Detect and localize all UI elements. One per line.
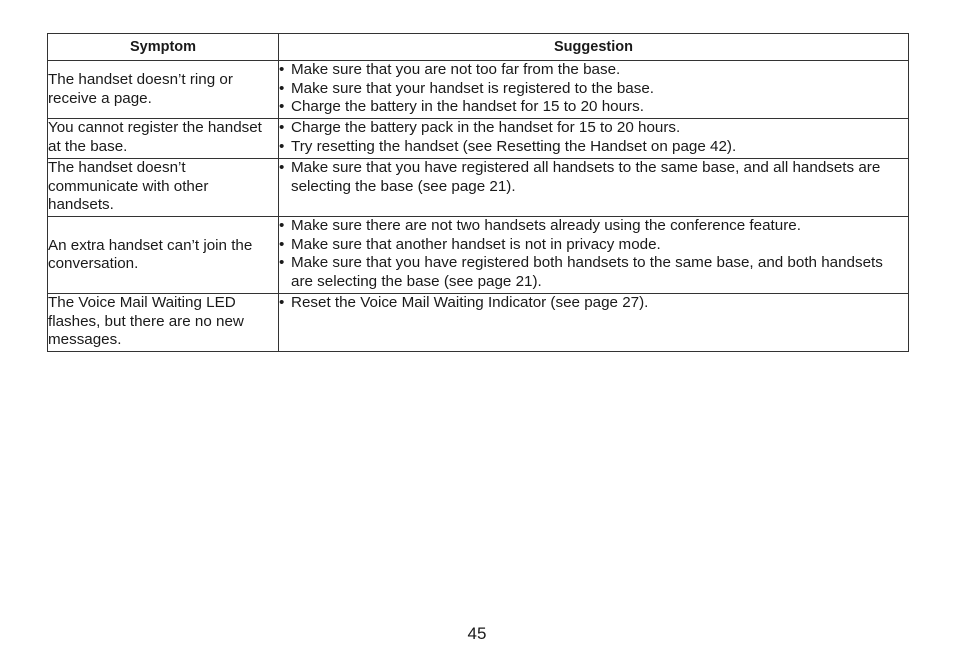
suggestion-item: • Try resetting the handset (see Resetting the Handset on page 42). — [279, 138, 908, 157]
symptom-cell: The handset doesn’t communicate with other handsets. — [48, 159, 279, 217]
table-row — [48, 159, 909, 217]
suggestion-cell — [279, 159, 909, 217]
suggestion-list — [279, 217, 908, 291]
suggestion-list — [279, 294, 908, 313]
page-number: 45 — [467, 624, 487, 643]
suggestion-list — [279, 119, 908, 156]
suggestion-cell — [279, 119, 909, 159]
table-row — [48, 217, 909, 294]
symptom-column-header: Symptom — [48, 34, 279, 61]
symptom-cell: The handset doesn’t ring or receive a page. — [48, 61, 279, 119]
suggestion-item: • Charge the battery in the handset for 15 to 20 hours. — [279, 98, 908, 117]
suggestion-item: • Charge the battery pack in the handset for 15 to 20 hours. — [279, 119, 908, 138]
suggestion-cell — [279, 217, 909, 294]
suggestion-item: • Make sure that you are not too far from the base. — [279, 61, 908, 80]
suggestion-list — [279, 159, 908, 196]
table-header-row — [48, 34, 909, 61]
suggestion-item: • Make sure that your handset is registered to the base. — [279, 80, 908, 99]
suggestion-item: • Make sure that another handset is not in privacy mode. — [279, 236, 908, 255]
suggestion-item: • Make sure that you have registered all handsets to the same base, and all handsets are selecting the base (see page 21). — [279, 159, 908, 196]
symptom-cell: An extra handset can’t join the conversation. — [48, 217, 279, 294]
suggestion-cell — [279, 294, 909, 352]
table-row — [48, 119, 909, 159]
symptom-cell: The Voice Mail Waiting LED flashes, but there are no new messages. — [48, 294, 279, 352]
suggestion-item: • Make sure that you have registered both handsets to the same base, and both handsets are selecting the base (see page 21). — [279, 254, 908, 291]
table-row — [48, 61, 909, 119]
troubleshooting-table — [47, 33, 909, 352]
table-row — [48, 294, 909, 352]
suggestion-column-header: Suggestion — [279, 34, 909, 61]
suggestion-item: • Make sure there are not two handsets already using the conference feature. — [279, 217, 908, 236]
symptom-cell: You cannot register the handset at the base. — [48, 119, 279, 159]
suggestion-list — [279, 61, 908, 117]
suggestion-cell — [279, 61, 909, 119]
suggestion-item: • Reset the Voice Mail Waiting Indicator (see page 27). — [279, 294, 908, 313]
